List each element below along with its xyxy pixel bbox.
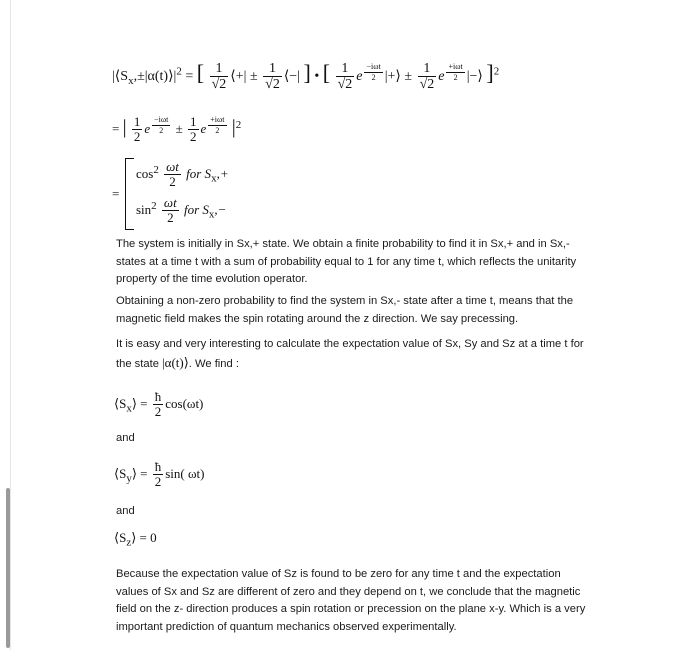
probability-cases: = $\cos^2$ $\frac{\omega t}{2}$ for $S_x,+$ $\sin^2$ $\frac{\omega t}{2}$ for $S_x,-$ bbox=[112, 158, 312, 230]
and-label-2: and bbox=[116, 505, 135, 517]
cases-brace bbox=[125, 158, 134, 230]
expectation-sy: $⟨S_y⟩$ = $\frac{ħ}{2}$ sin( ωt) bbox=[114, 459, 205, 490]
frac-2: $\frac{1}{√2}$ bbox=[265, 60, 280, 92]
equals: = bbox=[185, 69, 194, 84]
expectation-sz: $⟨S_z⟩ = 0$ bbox=[114, 530, 157, 549]
frac-half-2: $\frac{1}{2}$ bbox=[190, 114, 197, 145]
case-sin: $\sin^2$ $\frac{\omega t}{2}$ for $S_x,-$ bbox=[136, 195, 227, 226]
paragraph-unitarity: The system is initially in Sx,+ state. We obtain a finite probability to find it in Sx,+ and in Sx,- states at a time t with a sum of probability equal to 1 for any time t, which reflects the unitarity property of the time evolution operator. bbox=[116, 238, 577, 285]
paragraph-expectation-intro: It is easy and very interesting to calculate the expectation value of Sx, Sy and Sz at a time t for the state |α(t)⟩. We find : bbox=[116, 338, 584, 370]
page-edge bbox=[10, 0, 11, 650]
probability-line-2: = | $\frac{1}{2}$ e $^{\frac{\text{−iωt}}{2}}$ ± $\frac{1}{2}$ e $^{\frac{\text{+iωt}}{2}}$ $|^2$ bbox=[112, 114, 242, 145]
frac-3: $\frac{1}{√2}$ bbox=[337, 60, 353, 92]
frac-1: $\frac{1}{√2}$ bbox=[211, 60, 227, 92]
probability-equation: $|⟨S_x,\pm|\alpha(t)⟩|^2$ = [ $\frac{1}{√2}$ ⟨+| ± $\frac{1}{√2}$ ⟨−| ] • [ $\frac{1}{√2}$ e $^{\frac{\text{−iωt}}{2}}$ |+⟩ ± $\frac{1}{√2}$ e $^{\frac{\text{+iωt}}{2}}$ |−⟩ ]$^2$ bbox=[112, 60, 500, 92]
state-ket: |α(t)⟩ bbox=[162, 354, 189, 370]
lhs: |⟨S bbox=[112, 69, 129, 84]
frac-half-1: $\frac{1}{2}$ bbox=[133, 114, 141, 145]
frac-4: $\frac{1}{√2}$ bbox=[419, 60, 435, 92]
scrollbar-thumb[interactable] bbox=[6, 488, 10, 648]
lhs-rest: ,±|α(t)⟩| bbox=[133, 69, 177, 84]
case-cos: $\cos^2$ $\frac{\omega t}{2}$ for $S_x,+$ bbox=[136, 159, 229, 190]
paragraph-precessing: Obtaining a non-zero probability to find the system in Sx,- state after a time t, means that the magnetic field makes the spin rotating around the z direction. We say precessing. bbox=[116, 295, 574, 325]
paragraph-conclusion: Because the expectation value of Sz is found to be zero for any time t and the expectation values of Sx and Sz are different of zero and they depend on t, we conclude that the magnetic field on the z- direction produces a spin rotation or precession on the plane x-y. Which is a very important prediction of quantum mechanics observed experimentally. bbox=[116, 568, 586, 633]
and-label-1: and bbox=[116, 432, 135, 444]
lhs-sub: x bbox=[128, 74, 134, 87]
expectation-sx: $⟨S_x⟩$ = $\frac{ħ}{2}$ cos(ωt) bbox=[114, 389, 204, 420]
lhs-square: 2 bbox=[176, 65, 182, 78]
